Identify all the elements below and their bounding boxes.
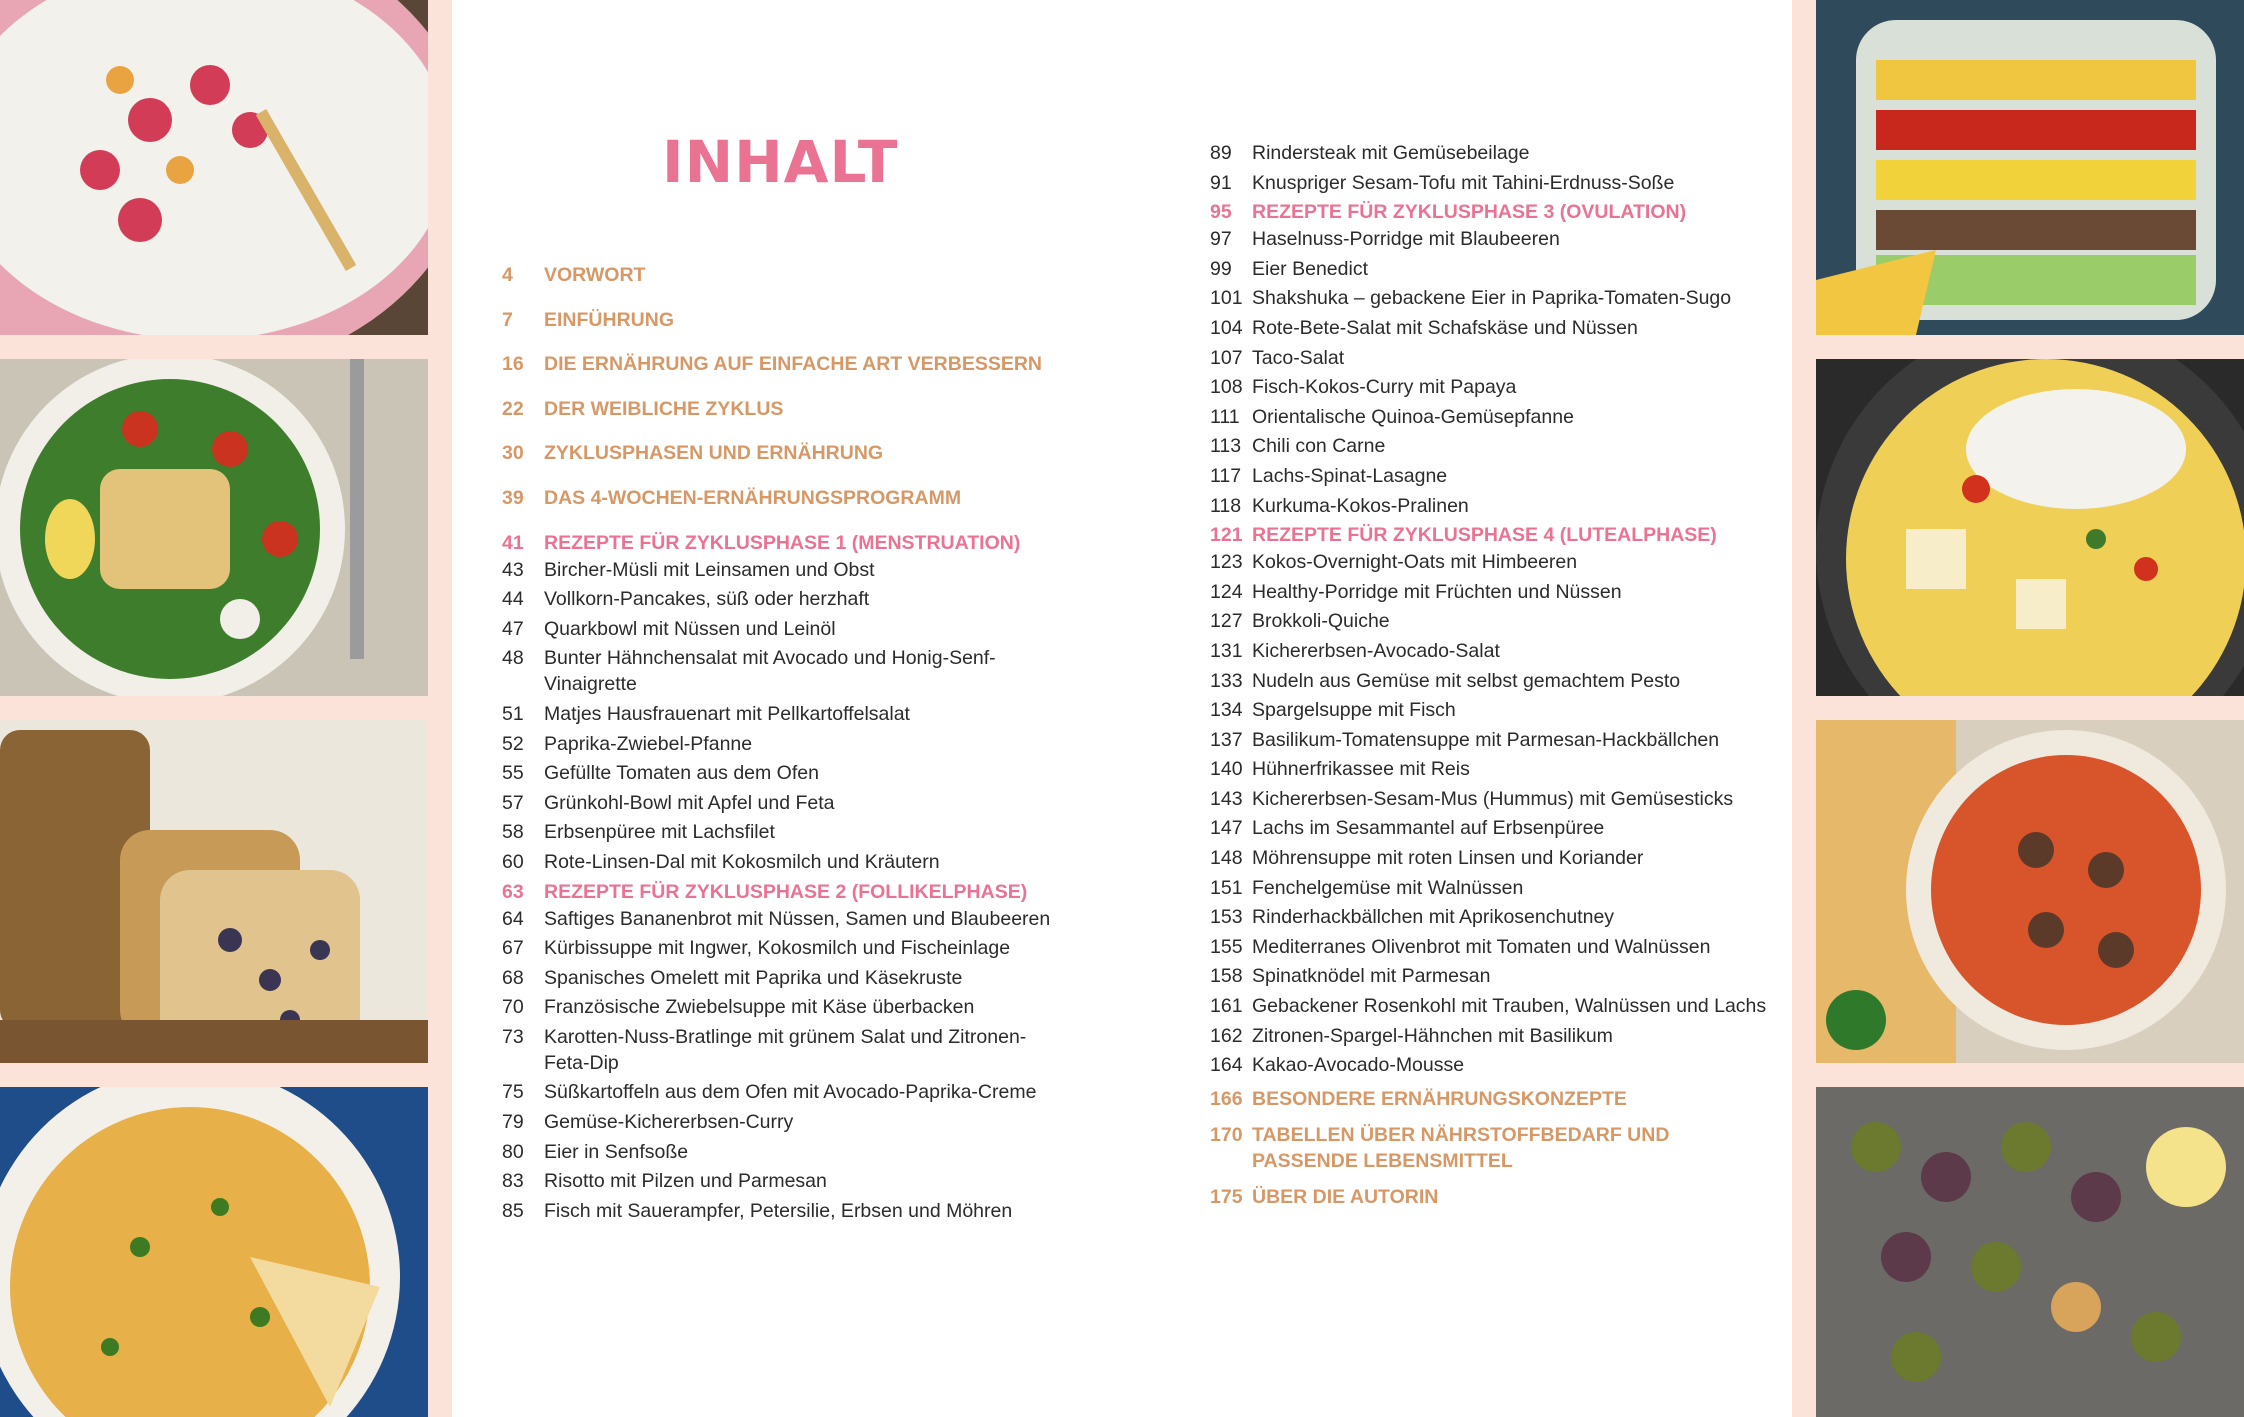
- toc-recipe[interactable]: 153 Rinderhackbällchen mit Aprikosenchutney: [1210, 906, 1615, 929]
- toc-section-phase-1[interactable]: 41 REZEPTE FÜR ZYKLUSPHASE 1 (MENSTRUATION): [502, 531, 1021, 554]
- toc-recipe[interactable]: 127 Brokkoli-Quiche: [1210, 610, 1390, 633]
- toc-recipe[interactable]: 52 Paprika-Zwiebel-Pfanne: [502, 732, 753, 755]
- toc-recipe[interactable]: 85 Fisch mit Sauerampfer, Petersilie, Erbsen und Möhren: [502, 1199, 1013, 1222]
- toc-recipe[interactable]: 151 Fenchelgemüse mit Walnüssen: [1210, 876, 1524, 899]
- toc-recipe[interactable]: 158 Spinatknödel mit Parmesan: [1210, 965, 1491, 988]
- toc-chapter[interactable]: 170 TABELLEN ÜBER NÄHRSTOFFBEDARF UND PASSENDE LEBENSMITTEL: [1210, 1124, 1670, 1173]
- toc-recipe[interactable]: 134 Spargelsuppe mit Fisch: [1210, 699, 1456, 722]
- toc-recipe[interactable]: 75 Süßkartoffeln aus dem Ofen mit Avocado-Paprika-Creme: [502, 1081, 1037, 1104]
- photo-roasted-brussels-sprouts: [1816, 1087, 2244, 1417]
- toc-recipe[interactable]: 124 Healthy-Porridge mit Früchten und Nüssen: [1210, 580, 1622, 603]
- toc-recipe[interactable]: 73 Karotten-Nuss-Bratlinge mit grünem Salat und Zitronen-Feta-Dip: [502, 1025, 1027, 1074]
- toc-column-right: [1210, 140, 1770, 1220]
- toc-recipe[interactable]: 107 Taco-Salat: [1210, 346, 1345, 369]
- toc-recipe[interactable]: 67 Kürbissuppe mit Ingwer, Kokosmilch und Fischeinlage: [502, 937, 1011, 960]
- photo-banana-bread: [0, 720, 428, 1063]
- toc-recipe[interactable]: 99 Eier Benedict: [1210, 257, 1368, 280]
- toc-chapter[interactable]: 166 BESONDERE ERNÄHRUNGSKONZEPTE: [1210, 1088, 1627, 1111]
- toc-column-left: [502, 262, 1062, 1227]
- toc-recipe[interactable]: 123 Kokos-Overnight-Oats mit Himbeeren: [1210, 551, 1578, 574]
- toc-recipe[interactable]: 108 Fisch-Kokos-Curry mit Papaya: [1210, 376, 1517, 399]
- toc-section-phase-2[interactable]: 63 REZEPTE FÜR ZYKLUSPHASE 2 (FOLLIKELPHASE): [502, 880, 1028, 903]
- toc-recipe[interactable]: 44 Vollkorn-Pancakes, süß oder herzhaft: [502, 588, 870, 611]
- toc-recipe[interactable]: 64 Saftiges Bananenbrot mit Nüssen, Samen und Blaubeeren: [502, 907, 1051, 930]
- photo-fish-curry: [1816, 359, 2244, 696]
- toc-recipe[interactable]: 147 Lachs im Sesammantel auf Erbsenpüree: [1210, 817, 1605, 840]
- toc-recipe[interactable]: 148 Möhrensuppe mit roten Linsen und Koriander: [1210, 847, 1644, 870]
- photo-quark-bowl: [0, 0, 428, 335]
- toc-recipe[interactable]: 57 Grünkohl-Bowl mit Apfel und Feta: [502, 791, 835, 814]
- toc-chapter[interactable]: 7 EINFÜHRUNG: [502, 308, 674, 331]
- toc-recipe[interactable]: 118 Kurkuma-Kokos-Pralinen: [1210, 494, 1469, 517]
- toc-recipe[interactable]: 117 Lachs-Spinat-Lasagne: [1210, 464, 1448, 487]
- toc-section-phase-4[interactable]: 121 REZEPTE FÜR ZYKLUSPHASE 4 (LUTEALPHASE): [1210, 524, 1717, 547]
- toc-recipe[interactable]: 83 Risotto mit Pilzen und Parmesan: [502, 1170, 827, 1193]
- toc-recipe[interactable]: 155 Mediterranes Olivenbrot mit Tomaten und Walnüssen: [1210, 935, 1711, 958]
- toc-recipe[interactable]: 58 Erbsenpüree mit Lachsfilet: [502, 821, 775, 844]
- toc-section-phase-3[interactable]: 95 REZEPTE FÜR ZYKLUSPHASE 3 (OVULATION): [1210, 201, 1687, 224]
- toc-recipe[interactable]: 97 Haselnuss-Porridge mit Blaubeeren: [1210, 228, 1560, 251]
- photo-quiche: [0, 1087, 428, 1417]
- toc-recipe[interactable]: 89 Rindersteak mit Gemüsebeilage: [1210, 142, 1530, 164]
- toc-recipe[interactable]: 140 Hühnerfrikassee mit Reis: [1210, 758, 1470, 781]
- toc-recipe[interactable]: 68 Spanisches Omelett mit Paprika und Käsekruste: [502, 966, 963, 989]
- photo-tomato-soup: [1816, 720, 2244, 1063]
- toc-recipe[interactable]: 111 Orientalische Quinoa-Gemüsepfanne: [1210, 405, 1574, 428]
- toc-recipe[interactable]: 80 Eier in Senfsoße: [502, 1140, 689, 1163]
- toc-recipe[interactable]: 91 Knuspriger Sesam-Tofu mit Tahini-Erdnuss-Soße: [1210, 171, 1675, 194]
- toc-recipe[interactable]: 131 Kichererbsen-Avocado-Salat: [1210, 639, 1500, 662]
- toc-recipe[interactable]: 137 Basilikum-Tomatensuppe mit Parmesan-Hackbällchen: [1210, 728, 1720, 751]
- toc-recipe[interactable]: 143 Kichererbsen-Sesam-Mus (Hummus) mit Gemüsesticks: [1210, 787, 1734, 810]
- toc-recipe[interactable]: 60 Rote-Linsen-Dal mit Kokosmilch und Kräutern: [502, 850, 940, 873]
- toc-chapter[interactable]: 16 DIE ERNÄHRUNG AUF EINFACHE ART VERBESSERN: [502, 353, 1043, 376]
- toc-recipe[interactable]: 70 Französische Zwiebelsuppe mit Käse überbacken: [502, 996, 975, 1019]
- toc-recipe[interactable]: 43 Bircher-Müsli mit Leinsamen und Obst: [502, 558, 875, 581]
- toc-recipe[interactable]: 55 Gefüllte Tomaten aus dem Ofen: [502, 762, 819, 785]
- toc-recipe[interactable]: 101 Shakshuka – gebackene Eier in Paprika-Tomaten-Sugo: [1210, 287, 1732, 310]
- toc-chapter[interactable]: 22 DER WEIBLICHE ZYKLUS: [502, 397, 784, 420]
- toc-recipe[interactable]: 161 Gebackener Rosenkohl mit Trauben, Walnüssen und Lachs: [1210, 995, 1767, 1018]
- photo-chicken-salad: [0, 359, 428, 696]
- toc-chapter[interactable]: 175 ÜBER DIE AUTORIN: [1210, 1186, 1439, 1209]
- toc-recipe[interactable]: 51 Matjes Hausfrauenart mit Pellkartoffelsalat: [502, 702, 910, 725]
- photo-taco-salad: [1816, 0, 2244, 335]
- toc-page: [452, 0, 1792, 1417]
- toc-recipe[interactable]: 47 Quarkbowl mit Nüssen und Leinöl: [502, 617, 836, 640]
- page-title: INHALT: [662, 128, 899, 196]
- toc-recipe[interactable]: 164 Kakao-Avocado-Mousse: [1210, 1054, 1465, 1077]
- toc-recipe[interactable]: 162 Zitronen-Spargel-Hähnchen mit Basilikum: [1210, 1024, 1613, 1047]
- toc-chapter[interactable]: 4 VORWORT: [502, 264, 646, 286]
- toc-chapter[interactable]: 30 ZYKLUSPHASEN UND ERNÄHRUNG: [502, 442, 884, 465]
- toc-recipe[interactable]: 48 Bunter Hähnchensalat mit Avocado und Honig-Senf-Vinaigrette: [502, 647, 996, 696]
- toc-recipe[interactable]: 104 Rote-Bete-Salat mit Schafskäse und Nüssen: [1210, 316, 1638, 339]
- toc-recipe[interactable]: 113 Chili con Carne: [1210, 435, 1386, 458]
- toc-recipe[interactable]: 79 Gemüse-Kichererbsen-Curry: [502, 1111, 794, 1134]
- toc-chapter[interactable]: 39 DAS 4-WOCHEN-ERNÄHRUNGSPROGRAMM: [502, 486, 962, 509]
- toc-recipe[interactable]: 133 Nudeln aus Gemüse mit selbst gemachtem Pesto: [1210, 669, 1681, 692]
